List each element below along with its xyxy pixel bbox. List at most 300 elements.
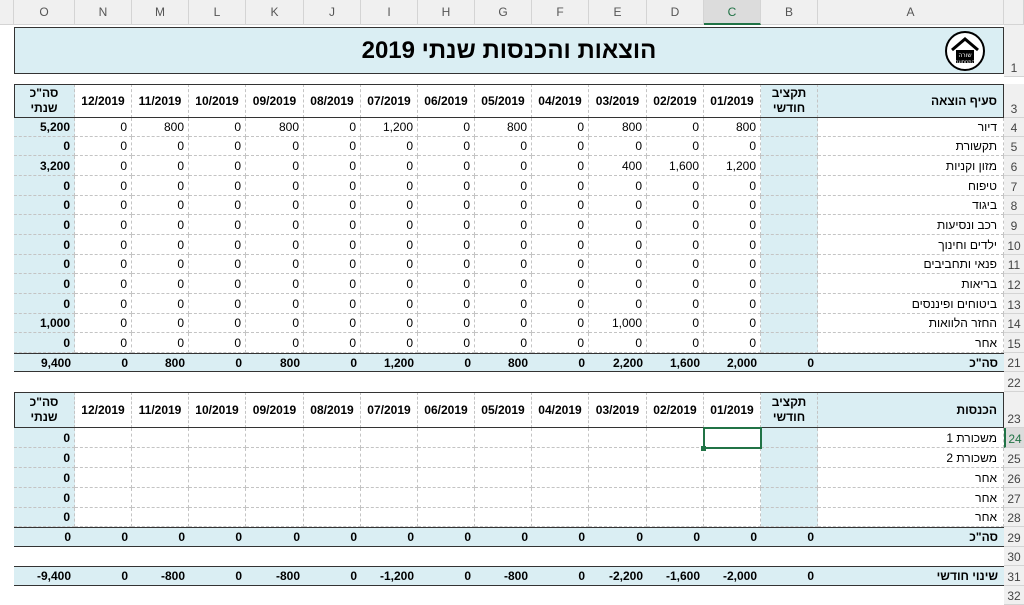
row-header-32[interactable]: 32 [1004,586,1024,605]
expense-month-cell[interactable]: 0 [647,294,704,314]
income-month-cell[interactable] [246,468,304,488]
expense-month-cell[interactable]: 0 [418,156,475,176]
monthly-change-month-cell[interactable]: -800 [275,569,300,583]
expense-month-cell[interactable]: 0 [647,255,704,274]
expense-category-label[interactable]: מזון וקניות [818,156,1004,176]
expense-month-cell[interactable]: 0 [589,333,647,353]
income-month-header[interactable]: 03/2019 [589,392,647,428]
expense-month-header[interactable]: 01/2019 [704,84,761,118]
column-header-G[interactable]: G [475,0,532,25]
expense-month-cell[interactable]: 800 [475,118,532,137]
income-sum-label[interactable]: סה"כ [969,530,998,544]
monthly-change-month-cell[interactable]: 0 [578,569,585,583]
row-header-7[interactable]: 7 [1004,176,1024,196]
expense-month-cell[interactable]: 0 [475,196,532,215]
expense-month-cell[interactable]: 0 [132,176,189,196]
expense-month-cell[interactable]: 0 [532,176,589,196]
income-month-cell[interactable] [246,428,304,448]
income-sum-month-cell[interactable]: 0 [293,530,300,544]
expense-month-cell[interactable]: 1,200 [704,156,761,176]
expense-sum-month-cell[interactable]: 800 [279,355,300,370]
expense-month-cell[interactable]: 0 [589,255,647,274]
expense-month-cell[interactable]: 0 [132,314,189,333]
income-month-cell[interactable] [361,508,418,527]
income-month-cell[interactable] [304,488,361,508]
expense-month-cell[interactable]: 1,600 [647,156,704,176]
expense-month-cell[interactable]: 0 [418,274,475,294]
active-cell-selection[interactable] [703,427,762,449]
income-month-cell[interactable] [246,448,304,468]
income-source-label[interactable]: משכורת 1 [818,428,1004,448]
expense-month-cell[interactable]: 0 [246,255,304,274]
expense-month-cell[interactable]: 0 [589,274,647,294]
income-source-label[interactable]: אחר [818,468,1004,488]
expense-month-header[interactable]: 11/2019 [132,84,189,118]
income-sum-month-cell[interactable]: 0 [121,530,128,544]
expense-month-cell[interactable]: 0 [418,176,475,196]
expense-month-cell[interactable]: 0 [532,235,589,255]
expense-month-cell[interactable]: 0 [75,294,132,314]
expense-month-cell[interactable]: 0 [246,235,304,255]
column-header-E[interactable]: E [589,0,647,25]
expense-budget-cell[interactable] [761,118,818,137]
row-header-1[interactable]: 1 [1004,25,1024,77]
income-month-cell[interactable] [647,508,704,527]
expense-month-cell[interactable]: 0 [75,196,132,215]
expense-month-cell[interactable]: 0 [704,294,761,314]
expense-annual-total-cell[interactable]: 3,200 [14,156,75,176]
expense-month-header[interactable]: 04/2019 [532,84,589,118]
income-month-cell[interactable] [132,488,189,508]
expense-month-cell[interactable]: 0 [189,137,246,156]
expense-month-cell[interactable]: 0 [132,294,189,314]
expense-month-cell[interactable]: 0 [589,176,647,196]
expense-month-cell[interactable]: 0 [704,176,761,196]
expense-month-cell[interactable]: 0 [704,235,761,255]
income-category-header[interactable]: הכנסות [818,392,1004,428]
expense-month-cell[interactable]: 0 [75,274,132,294]
row-header-14[interactable]: 14 [1004,314,1024,333]
expense-month-header[interactable]: 02/2019 [647,84,704,118]
income-month-header[interactable]: 04/2019 [532,392,589,428]
expense-month-cell[interactable]: 0 [304,137,361,156]
income-sum-month-cell[interactable]: 0 [578,530,585,544]
income-month-cell[interactable] [418,508,475,527]
income-month-cell[interactable] [532,508,589,527]
expense-category-label[interactable]: דיור [818,118,1004,137]
monthly-change-month-cell[interactable]: -800 [160,569,185,583]
monthly-change-label[interactable]: שינוי חודשי [936,569,998,583]
expense-month-cell[interactable]: 0 [532,118,589,137]
expense-month-cell[interactable]: 0 [704,215,761,235]
income-source-label[interactable]: משכורת 2 [818,448,1004,468]
row-header-23[interactable]: 23 [1004,392,1024,428]
expense-month-cell[interactable]: 0 [75,215,132,235]
income-sum-month-cell[interactable]: 0 [636,530,643,544]
expense-month-cell[interactable]: 0 [189,314,246,333]
row-header-15[interactable]: 15 [1004,333,1024,353]
expense-category-header[interactable]: סעיף הוצאה [818,84,1004,118]
expense-sum-month-cell[interactable]: 0 [121,355,128,370]
row-header-12[interactable]: 12 [1004,274,1024,294]
expense-month-cell[interactable]: 0 [647,196,704,215]
expense-month-cell[interactable]: 0 [361,294,418,314]
income-month-header[interactable]: 11/2019 [132,392,189,428]
income-annual-total-cell[interactable]: 0 [14,488,75,508]
expense-month-cell[interactable]: 0 [475,255,532,274]
expense-month-cell[interactable]: 0 [647,314,704,333]
income-month-header[interactable]: 10/2019 [189,392,246,428]
row-header-27[interactable]: 27 [1004,488,1024,508]
income-month-cell[interactable] [304,508,361,527]
expense-month-cell[interactable]: 0 [189,196,246,215]
expense-month-cell[interactable]: 0 [75,176,132,196]
row-header-29[interactable]: 29 [1004,527,1024,547]
income-month-header[interactable]: 05/2019 [475,392,532,428]
income-month-cell[interactable] [704,508,761,527]
income-month-cell[interactable] [589,508,647,527]
expense-month-cell[interactable]: 0 [132,196,189,215]
expense-sum-month-cell[interactable]: 1,600 [669,355,700,370]
expense-month-cell[interactable]: 0 [418,294,475,314]
column-header-M[interactable]: M [132,0,189,25]
column-header-H[interactable]: H [418,0,475,25]
expense-annual-total-cell[interactable]: 0 [14,176,75,196]
expense-annual-total-cell[interactable]: 0 [14,274,75,294]
expense-month-header[interactable]: 10/2019 [189,84,246,118]
expense-month-cell[interactable]: 0 [361,215,418,235]
expense-month-cell[interactable]: 0 [132,255,189,274]
expense-category-label[interactable]: החזר הלוואות [818,314,1004,333]
expense-sum-month-cell[interactable]: 0 [578,355,585,370]
expense-month-cell[interactable]: 0 [475,137,532,156]
expense-category-label[interactable]: ביטוחים ופיננסים [818,294,1004,314]
expense-month-cell[interactable]: 0 [475,274,532,294]
expense-month-cell[interactable]: 0 [75,255,132,274]
expense-month-cell[interactable]: 0 [304,235,361,255]
expense-month-cell[interactable]: 0 [361,235,418,255]
expense-month-cell[interactable]: 0 [246,294,304,314]
income-month-cell[interactable] [589,448,647,468]
row-header-8[interactable]: 8 [1004,196,1024,215]
income-month-cell[interactable] [589,488,647,508]
column-header-K[interactable]: K [246,0,304,25]
monthly-change-month-cell[interactable]: -1,600 [665,569,700,583]
income-month-cell[interactable] [418,488,475,508]
expense-month-cell[interactable]: 0 [361,137,418,156]
expense-month-cell[interactable]: 0 [532,255,589,274]
expense-annual-total-cell[interactable]: 0 [14,255,75,274]
income-month-cell[interactable] [75,508,132,527]
expense-month-cell[interactable]: 0 [189,215,246,235]
income-sum-month-cell[interactable]: 0 [178,530,185,544]
income-month-cell[interactable] [189,488,246,508]
expense-month-cell[interactable]: 0 [532,314,589,333]
income-month-cell[interactable] [532,448,589,468]
income-month-cell[interactable] [532,428,589,448]
expense-month-cell[interactable]: 0 [647,333,704,353]
expense-month-cell[interactable]: 0 [418,215,475,235]
expense-month-cell[interactable]: 0 [475,294,532,314]
expense-month-cell[interactable]: 0 [532,294,589,314]
expense-month-cell[interactable]: 0 [647,137,704,156]
income-month-cell[interactable] [75,488,132,508]
expense-month-cell[interactable]: 400 [589,156,647,176]
expense-month-cell[interactable]: 0 [75,156,132,176]
income-month-cell[interactable] [189,508,246,527]
row-header-26[interactable]: 26 [1004,468,1024,488]
monthly-change-month-cell[interactable]: -1,200 [379,569,414,583]
income-month-cell[interactable] [647,428,704,448]
row-header-6[interactable]: 6 [1004,156,1024,176]
column-header-O[interactable]: O [14,0,75,25]
expense-category-label[interactable]: תקשורת [818,137,1004,156]
expense-sum-month-cell[interactable]: 0 [464,355,471,370]
expense-month-cell[interactable]: 0 [132,156,189,176]
expense-month-cell[interactable]: 0 [418,235,475,255]
expense-month-cell[interactable]: 0 [304,118,361,137]
income-month-cell[interactable] [647,488,704,508]
row-header-10[interactable]: 10 [1004,235,1024,255]
income-month-cell[interactable] [704,448,761,468]
row-header-31[interactable]: 31 [1004,566,1024,586]
income-month-cell[interactable] [189,448,246,468]
expense-month-cell[interactable]: 800 [132,118,189,137]
expense-month-cell[interactable]: 0 [647,176,704,196]
expense-month-cell[interactable]: 0 [532,196,589,215]
row-header-13[interactable]: 13 [1004,294,1024,314]
expense-month-cell[interactable]: 0 [532,156,589,176]
expense-category-label[interactable]: ילדים וחינוך [818,235,1004,255]
monthly-change-month-cell[interactable]: -800 [503,569,528,583]
column-header-L[interactable]: L [189,0,246,25]
expense-month-cell[interactable]: 0 [189,235,246,255]
expense-budget-cell[interactable] [761,255,818,274]
expense-month-cell[interactable]: 0 [704,333,761,353]
expense-sum-month-cell[interactable]: 800 [507,355,528,370]
column-header-D[interactable]: D [647,0,704,25]
monthly-change-month-cell[interactable]: -2,200 [608,569,643,583]
expense-month-cell[interactable]: 0 [189,156,246,176]
expense-month-cell[interactable]: 0 [704,196,761,215]
income-month-header[interactable]: 02/2019 [647,392,704,428]
income-sum-month-cell[interactable]: 0 [750,530,757,544]
income-month-header[interactable]: 06/2019 [418,392,475,428]
income-annual-total-cell[interactable]: 0 [14,468,75,488]
income-sum-month-cell[interactable]: 0 [407,530,414,544]
expense-month-cell[interactable]: 0 [361,333,418,353]
income-month-cell[interactable] [475,468,532,488]
expense-month-header[interactable]: 08/2019 [304,84,361,118]
income-sum-annual-total-cell[interactable]: 0 [64,530,71,544]
monthly-change-month-cell[interactable]: -2,000 [722,569,757,583]
income-month-cell[interactable] [132,448,189,468]
column-header-N[interactable]: N [75,0,132,25]
income-month-cell[interactable] [704,468,761,488]
expense-month-cell[interactable]: 0 [246,137,304,156]
expense-month-cell[interactable]: 0 [589,215,647,235]
expense-month-cell[interactable]: 0 [304,274,361,294]
expense-month-cell[interactable]: 0 [589,235,647,255]
expense-month-cell[interactable]: 0 [361,314,418,333]
income-month-cell[interactable] [75,428,132,448]
income-month-cell[interactable] [361,468,418,488]
expense-month-cell[interactable]: 0 [418,118,475,137]
column-header-B[interactable]: B [761,0,818,25]
expense-month-cell[interactable]: 0 [647,235,704,255]
expense-sum-budget-cell[interactable]: 0 [807,355,814,370]
income-budget-header[interactable] [761,392,818,428]
income-month-cell[interactable] [189,428,246,448]
income-total-header[interactable] [14,392,75,428]
expense-month-cell[interactable]: 0 [75,314,132,333]
expense-month-cell[interactable]: 0 [304,196,361,215]
row-header-3[interactable]: 3 [1004,84,1024,118]
expense-month-cell[interactable]: 1,000 [589,314,647,333]
expense-sum-month-cell[interactable]: 0 [350,355,357,370]
expense-budget-cell[interactable] [761,137,818,156]
income-month-cell[interactable] [75,448,132,468]
income-month-cell[interactable] [418,428,475,448]
expense-month-cell[interactable]: 0 [532,137,589,156]
expense-annual-total-cell[interactable]: 5,200 [14,118,75,137]
expense-month-cell[interactable]: 0 [647,118,704,137]
expense-month-cell[interactable]: 0 [304,333,361,353]
expense-month-cell[interactable]: 0 [189,118,246,137]
income-month-header[interactable]: 12/2019 [75,392,132,428]
expense-month-header[interactable]: 05/2019 [475,84,532,118]
income-month-header[interactable]: 09/2019 [246,392,304,428]
expense-month-cell[interactable]: 0 [246,314,304,333]
expense-annual-total-cell[interactable]: 0 [14,294,75,314]
column-header-A[interactable]: A [818,0,1004,25]
expense-annual-total-cell[interactable]: 0 [14,235,75,255]
income-budget-cell[interactable] [761,468,818,488]
expense-month-cell[interactable]: 0 [418,255,475,274]
income-month-cell[interactable] [304,448,361,468]
expense-category-label[interactable]: רכב ונסיעות [818,215,1004,235]
expense-month-cell[interactable]: 0 [589,196,647,215]
expense-month-cell[interactable]: 0 [475,176,532,196]
row-header-21[interactable]: 21 [1004,353,1024,372]
expense-month-cell[interactable]: 0 [475,314,532,333]
income-month-cell[interactable] [475,448,532,468]
income-month-header[interactable]: 07/2019 [361,392,418,428]
expense-sum-month-cell[interactable]: 1,200 [383,355,414,370]
expense-month-cell[interactable]: 0 [532,215,589,235]
row-header-24[interactable]: 24 [1004,428,1024,448]
income-source-label[interactable]: אחר [818,508,1004,527]
expense-budget-cell[interactable] [761,176,818,196]
expense-month-cell[interactable]: 0 [304,176,361,196]
income-source-label[interactable]: אחר [818,488,1004,508]
income-annual-total-cell[interactable]: 0 [14,448,75,468]
income-sum-month-cell[interactable]: 0 [693,530,700,544]
expense-budget-cell[interactable] [761,294,818,314]
expense-month-cell[interactable]: 0 [475,215,532,235]
expense-sum-month-cell[interactable]: 2,200 [612,355,643,370]
income-month-cell[interactable] [132,468,189,488]
expense-sum-month-cell[interactable]: 0 [235,355,242,370]
expense-month-cell[interactable]: 0 [532,333,589,353]
expense-month-header[interactable]: 09/2019 [246,84,304,118]
expense-month-cell[interactable]: 0 [132,137,189,156]
expense-month-cell[interactable]: 0 [418,314,475,333]
expense-month-cell[interactable]: 0 [246,176,304,196]
expense-month-cell[interactable]: 0 [246,196,304,215]
income-month-cell[interactable] [475,488,532,508]
expense-month-cell[interactable]: 0 [304,255,361,274]
expense-month-cell[interactable]: 0 [647,274,704,294]
expense-month-header[interactable]: 12/2019 [75,84,132,118]
income-month-cell[interactable] [589,428,647,448]
income-sum-month-cell[interactable]: 0 [235,530,242,544]
expense-budget-cell[interactable] [761,196,818,215]
monthly-change-month-cell[interactable]: 0 [121,569,128,583]
expense-sum-month-cell[interactable]: 2,000 [726,355,757,370]
income-month-cell[interactable] [647,448,704,468]
column-header-C[interactable]: C [704,0,761,25]
expense-month-cell[interactable]: 800 [246,118,304,137]
expense-month-cell[interactable]: 0 [589,137,647,156]
expense-month-cell[interactable]: 0 [189,333,246,353]
expense-month-cell[interactable]: 0 [361,176,418,196]
monthly-change-month-cell[interactable]: 0 [464,569,471,583]
expense-month-cell[interactable]: 0 [361,255,418,274]
monthly-change-annual-total-cell[interactable]: -9,400 [36,569,71,583]
income-budget-cell[interactable] [761,508,818,527]
income-month-cell[interactable] [418,448,475,468]
row-header-11[interactable]: 11 [1004,255,1024,274]
expense-month-cell[interactable]: 0 [361,156,418,176]
expense-month-cell[interactable]: 0 [418,137,475,156]
expense-month-header[interactable]: 06/2019 [418,84,475,118]
expense-budget-cell[interactable] [761,314,818,333]
expense-sum-label[interactable]: סה"כ [969,355,998,370]
expense-month-cell[interactable]: 0 [75,235,132,255]
expense-month-cell[interactable]: 0 [304,215,361,235]
income-month-cell[interactable] [418,468,475,488]
expense-annual-total-cell[interactable]: 1,000 [14,314,75,333]
expense-month-cell[interactable]: 0 [246,333,304,353]
expense-annual-total-cell[interactable]: 0 [14,137,75,156]
expense-month-cell[interactable]: 0 [246,274,304,294]
income-sum-month-cell[interactable]: 0 [464,530,471,544]
expense-month-cell[interactable]: 0 [704,274,761,294]
income-month-cell[interactable] [532,488,589,508]
expense-month-cell[interactable]: 0 [475,333,532,353]
expense-month-cell[interactable]: 0 [475,156,532,176]
row-header-25[interactable]: 25 [1004,448,1024,468]
expense-budget-cell[interactable] [761,333,818,353]
expense-month-cell[interactable]: 1,200 [361,118,418,137]
expense-month-cell[interactable]: 0 [189,274,246,294]
expense-sum-month-cell[interactable]: 800 [164,355,185,370]
monthly-change-budget-cell[interactable]: 0 [807,569,814,583]
income-month-cell[interactable] [475,428,532,448]
expense-month-cell[interactable]: 800 [704,118,761,137]
expense-month-cell[interactable]: 800 [589,118,647,137]
expense-budget-cell[interactable] [761,215,818,235]
income-month-header[interactable]: 01/2019 [704,392,761,428]
expense-month-cell[interactable]: 0 [189,255,246,274]
expense-total-header[interactable] [14,84,75,118]
expense-month-cell[interactable]: 0 [418,196,475,215]
income-month-cell[interactable] [704,488,761,508]
expense-month-cell[interactable]: 0 [75,137,132,156]
row-header-4[interactable]: 4 [1004,118,1024,137]
expense-month-cell[interactable]: 0 [704,137,761,156]
